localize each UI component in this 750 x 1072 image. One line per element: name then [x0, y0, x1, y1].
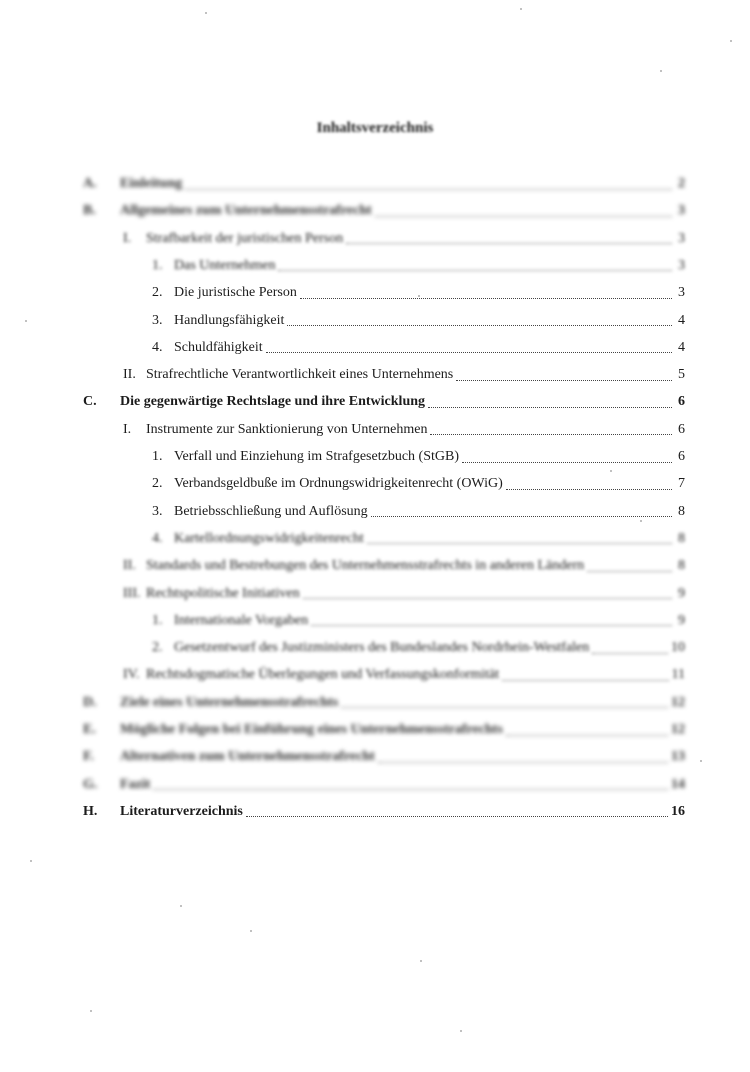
- toc-entry-page: 3: [678, 257, 685, 273]
- toc-entry-page: 8: [678, 530, 685, 546]
- toc-entry-number: I.: [123, 230, 132, 246]
- toc-entry-page: 6: [678, 421, 685, 437]
- toc-entry: [83, 172, 685, 196]
- toc-entry-title: Kartellordnungswidrigkeitenrecht: [174, 530, 364, 546]
- toc-entry-title: Ziele eines Unternehmensstrafrechts: [120, 694, 339, 710]
- scan-speck: [25, 320, 27, 322]
- toc-leader-dots: [303, 598, 672, 599]
- toc-entry: [123, 418, 685, 442]
- toc-entry-number: 4.: [152, 339, 163, 355]
- toc-entry-number: G.: [83, 776, 98, 792]
- scan-speck: [418, 295, 420, 297]
- toc-entry-title: Standards und Bestrebungen des Unternehmensstrafrechts in anderen Ländern: [146, 558, 585, 574]
- toc-leader-dots: [311, 625, 672, 626]
- toc-entry: [152, 445, 685, 469]
- toc-leader-dots: [587, 571, 672, 572]
- scan-speck: [205, 12, 207, 14]
- toc-leader-dots: [506, 489, 672, 490]
- toc-entry-title: Literaturverzeichnis: [120, 803, 243, 819]
- toc-leader-dots: [346, 243, 672, 244]
- toc-entry-title: Fazit: [120, 776, 151, 792]
- toc-leader-dots: [246, 816, 668, 817]
- toc-entry-number: A.: [83, 176, 97, 191]
- toc-entry-number: II.: [123, 558, 136, 574]
- toc-entry-number: IV.: [123, 667, 140, 683]
- toc-leader-dots: [502, 680, 668, 681]
- toc-entry-page: 8: [678, 558, 685, 574]
- toc-entry-title: Mögliche Folgen bei Einführung eines Unternehmensstrafrechts: [120, 722, 503, 737]
- toc-entry-number: 4.: [152, 530, 163, 546]
- toc-title: Inhaltsverzeichnis: [316, 120, 434, 136]
- toc-entry-title: Verfall und Einziehung im Strafgesetzbuch (StGB): [174, 449, 459, 464]
- scan-speck: [640, 520, 642, 522]
- toc-entry-title: Die gegenwärtige Rechtslage und ihre Entwicklung: [120, 394, 426, 410]
- scan-speck: [90, 1010, 92, 1012]
- toc-entry: [152, 472, 685, 496]
- toc-entry-number: 3.: [152, 503, 163, 519]
- toc-entry: [152, 500, 685, 524]
- toc-entry-number: H.: [83, 803, 98, 819]
- toc-leader-dots: [300, 298, 672, 299]
- toc-entry: [83, 718, 685, 742]
- toc-entry-page: 7: [678, 476, 685, 492]
- toc-entry-number: 2.: [152, 476, 163, 492]
- toc-entry: [123, 663, 685, 687]
- toc-entry-title: Schuldfähigkeit: [174, 339, 263, 355]
- toc-entry-title: Handlungsfähigkeit: [174, 312, 285, 328]
- scan-speck: [520, 8, 522, 10]
- toc-entry-number: F.: [83, 749, 94, 765]
- toc-entry-page: 13: [671, 749, 685, 765]
- toc-entry: [83, 773, 685, 797]
- toc-entry: [152, 609, 685, 633]
- toc-entry: [152, 636, 685, 660]
- toc-entry: [152, 527, 685, 551]
- toc-leader-dots: [375, 216, 672, 217]
- toc-entry-number: E.: [83, 722, 96, 737]
- toc-entry-number: II.: [123, 367, 136, 383]
- toc-entry-page: 5: [678, 367, 685, 383]
- toc-entry-page: 2: [678, 176, 685, 191]
- toc-leader-dots: [153, 789, 668, 790]
- toc-leader-dots: [428, 407, 672, 408]
- toc-entry-page: 6: [678, 449, 685, 464]
- toc-entry: [83, 800, 685, 824]
- toc-entry-page: 9: [678, 612, 685, 628]
- scan-speck: [460, 1030, 462, 1032]
- toc-entry-title: Internationale Vorgaben: [174, 612, 309, 628]
- toc-entry: [152, 336, 685, 360]
- toc-entry-page: 16: [671, 803, 685, 819]
- toc-leader-dots: [456, 380, 672, 381]
- toc-entry: [83, 745, 685, 769]
- toc-leader-dots: [278, 270, 672, 271]
- toc-entry-page: 4: [678, 339, 685, 355]
- toc-entry: [152, 254, 685, 278]
- toc-entry-number: D.: [83, 694, 97, 710]
- scan-speck: [420, 960, 422, 962]
- toc-entry: [83, 390, 685, 414]
- toc-entry-title: Die juristische Person: [174, 285, 297, 301]
- toc-entry-number: 3.: [152, 312, 163, 328]
- toc-entry-number: 1.: [152, 449, 163, 464]
- toc-entry: [123, 363, 685, 387]
- toc-leader-dots: [371, 516, 672, 517]
- toc-entry-title: Allgemeines zum Unternehmensstrafrecht: [120, 203, 372, 219]
- toc-leader-dots: [341, 707, 668, 708]
- toc-entry-title: Rechtspolitische Initiativen: [146, 585, 300, 601]
- toc-leader-dots: [430, 434, 672, 435]
- toc-entry-title: Strafrechtliche Verantwortlichkeit eines Unternehmens: [146, 367, 454, 383]
- toc-leader-dots: [367, 543, 672, 544]
- toc-entry-title: Instrumente zur Sanktionierung von Unternehmen: [146, 421, 428, 437]
- toc-entry-page: 12: [671, 722, 685, 737]
- toc-entry-page: 8: [678, 503, 685, 519]
- toc-entry: [83, 691, 685, 715]
- toc-entry-page: 12: [671, 694, 685, 710]
- toc-leader-dots: [266, 352, 672, 353]
- toc-entry: [152, 309, 685, 333]
- toc-entry-page: 11: [671, 667, 685, 683]
- toc-entry-number: 1.: [152, 612, 163, 628]
- scan-speck: [250, 930, 252, 932]
- toc-entry-page: 3: [678, 230, 685, 246]
- toc-entry-title: Strafbarkeit der juristischen Person: [146, 230, 344, 246]
- toc-entry-title: Einleitung: [120, 176, 183, 191]
- toc-entry-number: 2.: [152, 285, 163, 301]
- scan-speck: [180, 905, 182, 907]
- scan-speck: [700, 760, 702, 762]
- toc-entry-number: 2.: [152, 640, 163, 656]
- toc-entry: [152, 281, 685, 305]
- toc-entry-title: Verbandsgeldbuße im Ordnungswidrigkeitenrecht (OWiG): [174, 476, 503, 492]
- toc-entry-title: Gesetzentwurf des Justizministers des Bundeslandes Nordrhein-Westfalen: [174, 640, 590, 656]
- toc-entry-page: 9: [678, 585, 685, 601]
- toc-leader-dots: [378, 762, 668, 763]
- toc-entry-number: 1.: [152, 257, 163, 273]
- toc-entry-page: 3: [678, 285, 685, 301]
- toc-entry-page: 6: [678, 394, 685, 410]
- toc-entry-title: Betriebsschließung und Auflösung: [174, 503, 368, 519]
- toc-entry: [123, 582, 685, 606]
- toc-leader-dots: [462, 462, 672, 463]
- scan-speck: [30, 860, 32, 862]
- toc-entry: [123, 227, 685, 251]
- toc-entry-number: I.: [123, 421, 132, 437]
- toc-leader-dots: [287, 325, 672, 326]
- scan-speck: [610, 470, 612, 472]
- toc-leader-dots: [592, 653, 668, 654]
- toc-leader-dots: [506, 735, 668, 736]
- toc-leader-dots: [185, 189, 672, 190]
- toc-entry-number: C.: [83, 394, 97, 410]
- toc-entry-page: 4: [678, 312, 685, 328]
- scan-speck: [730, 40, 732, 42]
- toc-entry: [83, 199, 685, 223]
- scan-speck: [660, 70, 662, 72]
- toc-entry-number: III.: [123, 585, 141, 601]
- toc-entry-title: Rechtsdogmatische Überlegungen und Verfassungskonformität: [146, 667, 500, 683]
- toc-entry: [123, 554, 685, 578]
- toc-entry-page: 3: [678, 203, 685, 219]
- toc-entry-title: Das Unternehmen: [174, 257, 276, 273]
- toc-entry-page: 10: [671, 640, 685, 656]
- toc-entry-title: Alternativen zum Unternehmensstrafrecht: [120, 749, 375, 765]
- toc-entry-page: 14: [671, 776, 685, 792]
- toc-entry-number: B.: [83, 203, 96, 219]
